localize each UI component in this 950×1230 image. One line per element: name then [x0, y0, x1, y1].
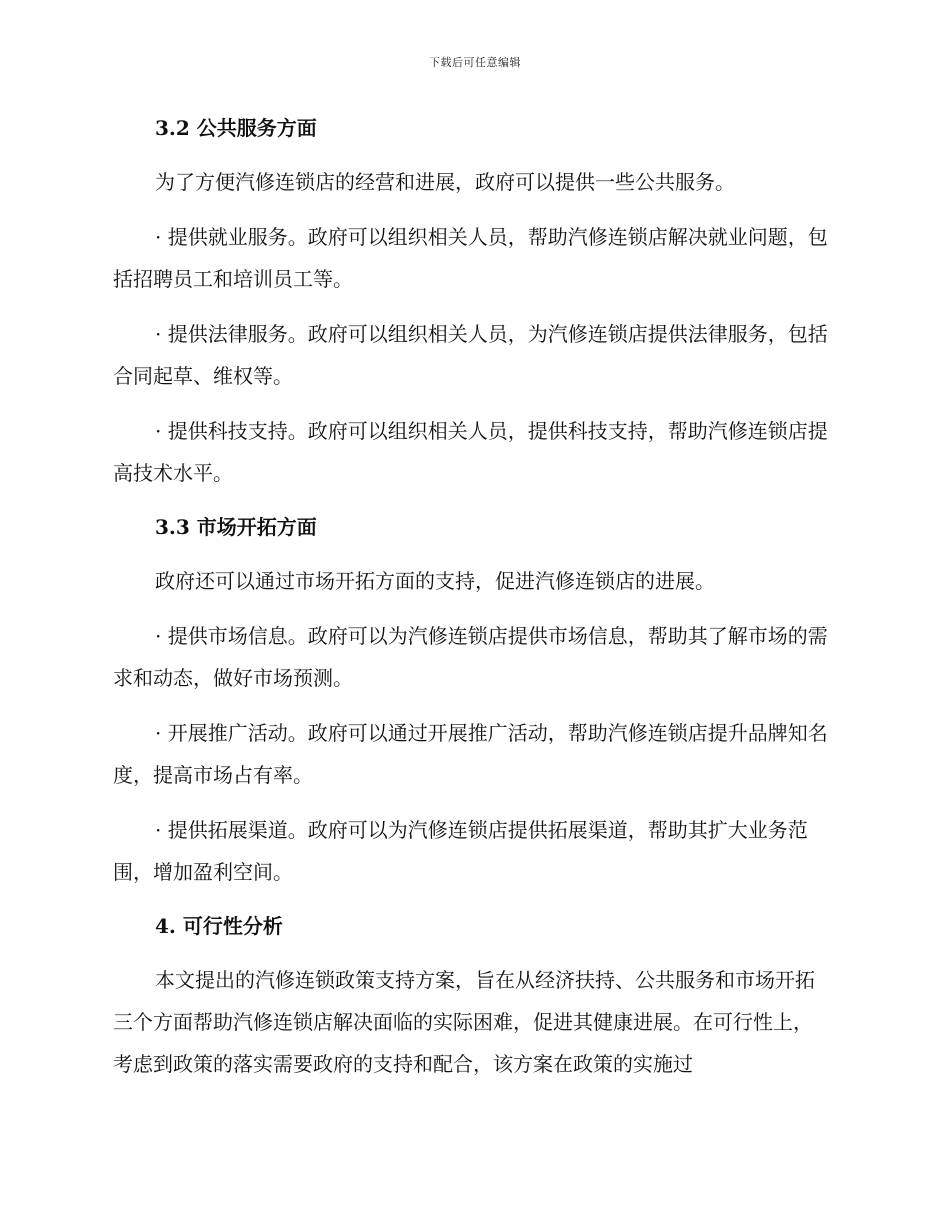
paragraph-item: · 提供拓展渠道。政府可以为汽修连锁店提供拓展渠道，帮助其扩大业务范围，增加盈利空间。 [113, 818, 808, 884]
paragraph-item: · 提供市场信息。政府可以为汽修连锁店提供市场信息，帮助其了解市场的需求和动态，做好市场预测。 [113, 624, 828, 690]
section-heading-3-2: 3.2 公共服务方面 [155, 116, 317, 140]
paragraph-item: · 提供科技支持。政府可以组织相关人员，提供科技支持，帮助汽修连锁店提高技术水平。 [113, 419, 828, 485]
paragraph-intro: 为了方便汽修连锁店的经营和进展，政府可以提供一些公共服务。 [155, 170, 735, 194]
paragraph-intro: 政府还可以通过市场开拓方面的支持，促进汽修连锁店的进展。 [155, 569, 715, 593]
section-heading-3-3: 3.3 市场开拓方面 [155, 515, 317, 539]
page-header: 下载后可任意编辑 [429, 56, 521, 69]
paragraph-item: · 提供法律服务。政府可以组织相关人员，为汽修连锁店提供法律服务，包括合同起草、维权等。 [113, 322, 828, 388]
paragraph-body: 本文提出的汽修连锁政策支持方案，旨在从经济扶持、公共服务和市场开拓三个方面帮助汽修连锁店解决面临的实际困难，促进其健康进展。在可行性上，考虑到政策的落实需要政府的支持和配合，该方案在政策的实施过 [113, 968, 815, 1076]
paragraph-item: · 开展推广活动。政府可以通过开展推广活动，帮助汽修连锁店提升品牌知名度，提高市场占有率。 [113, 721, 828, 787]
paragraph-item: · 提供就业服务。政府可以组织相关人员，帮助汽修连锁店解决就业问题，包括招聘员工和培训员工等。 [113, 225, 828, 291]
section-heading-4: 4. 可行性分析 [155, 914, 283, 938]
document-body [113, 108, 829, 1085]
